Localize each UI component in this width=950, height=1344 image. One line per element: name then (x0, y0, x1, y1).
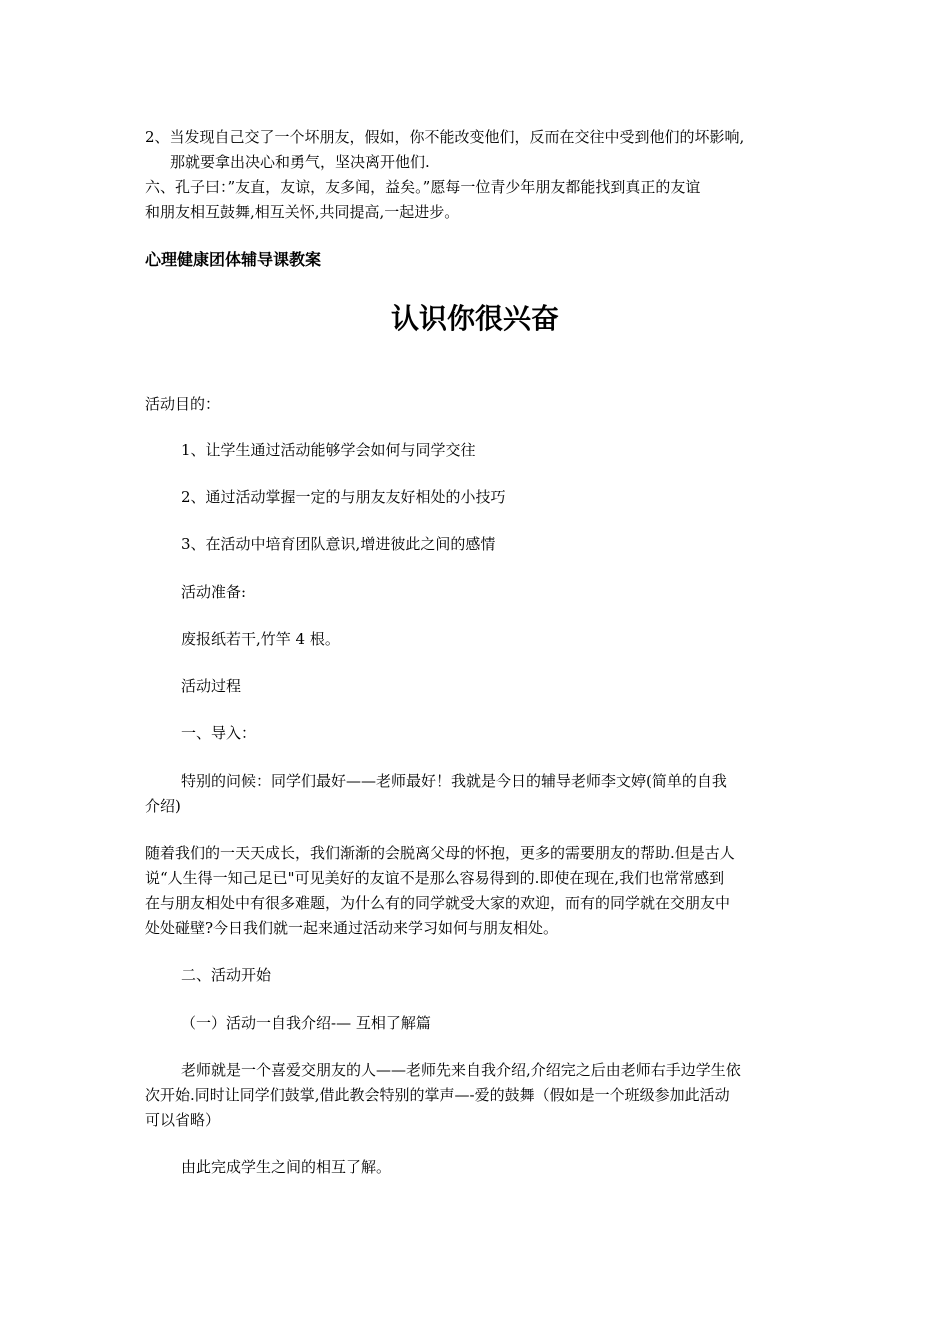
intro-line-2: 那就要拿出决心和勇气，坚决离开他们. (170, 153, 430, 171)
intro-line-1: 2、当发现自己交了一个坏朋友，假如，你不能改变他们，反而在交往中受到他们的坏影响, (145, 128, 745, 146)
activity1-label: （一）活动一自我介绍-— 互相了解篇 (181, 1014, 431, 1032)
part2-label: 二、活动开始 (181, 966, 272, 984)
paragraph-line-2: 说“人生得一知己足已"可见美好的友谊不是那么容易得到的.即使在现在,我们也常常感到 (145, 869, 725, 887)
part1-label: 一、导入： (181, 724, 257, 742)
prep-text: 废报纸若干,竹竿 4 根。 (181, 630, 340, 648)
activity1-line-3: 可以省略） (145, 1111, 221, 1129)
lesson-title: 认识你很兴奋 (390, 302, 559, 335)
goal-item-1: 1、让学生通过活动能够学会如何与同学交往 (181, 441, 476, 459)
intro-line-4: 和朋友相互鼓舞,相互关怀,共同提高,一起进步。 (145, 203, 460, 221)
conclusion-text: 由此完成学生之间的相互了解。 (181, 1158, 392, 1176)
greeting-line-2: 介绍) (145, 797, 181, 815)
paragraph-line-3: 在与朋友相处中有很多难题，为什么有的同学就受大家的欢迎，而有的同学就在交朋友中 (145, 894, 731, 912)
process-label: 活动过程 (181, 677, 242, 695)
goal-item-2: 2、通过活动掌握一定的与朋友友好相处的小技巧 (181, 488, 506, 506)
prep-label: 活动准备: (181, 583, 247, 601)
paragraph-line-4: 处处碰壁?今日我们就一起来通过活动来学习如何与朋友相处。 (145, 919, 559, 937)
paragraph-line-1: 随着我们的一天天成长，我们渐渐的会脱离父母的怀抱，更多的需要朋友的帮助.但是古人 (145, 844, 735, 862)
goals-label: 活动目的： (145, 395, 221, 413)
activity1-line-2: 次开始.同时让同学们鼓掌,借此教会特别的掌声—-爱的鼓舞（假如是一个班级参加此活动 (145, 1086, 730, 1104)
activity1-line-1: 老师就是一个喜爱交朋友的人——老师先来自我介绍,介绍完之后由老师右手边学生依 (181, 1061, 741, 1079)
document-heading: 心理健康团体辅导课教案 (145, 250, 322, 269)
intro-line-3: 六、孔子曰：”友直，友谅，友多闻，益矣。”愿每一位青少年朋友都能找到真正的友谊 (145, 178, 701, 196)
goal-item-3: 3、在活动中培育团队意识,增进彼此之间的感情 (181, 535, 496, 553)
greeting-line-1: 特别的问候：同学们最好——老师最好！我就是今日的辅导老师李文婷(简单的自我 (181, 772, 727, 790)
